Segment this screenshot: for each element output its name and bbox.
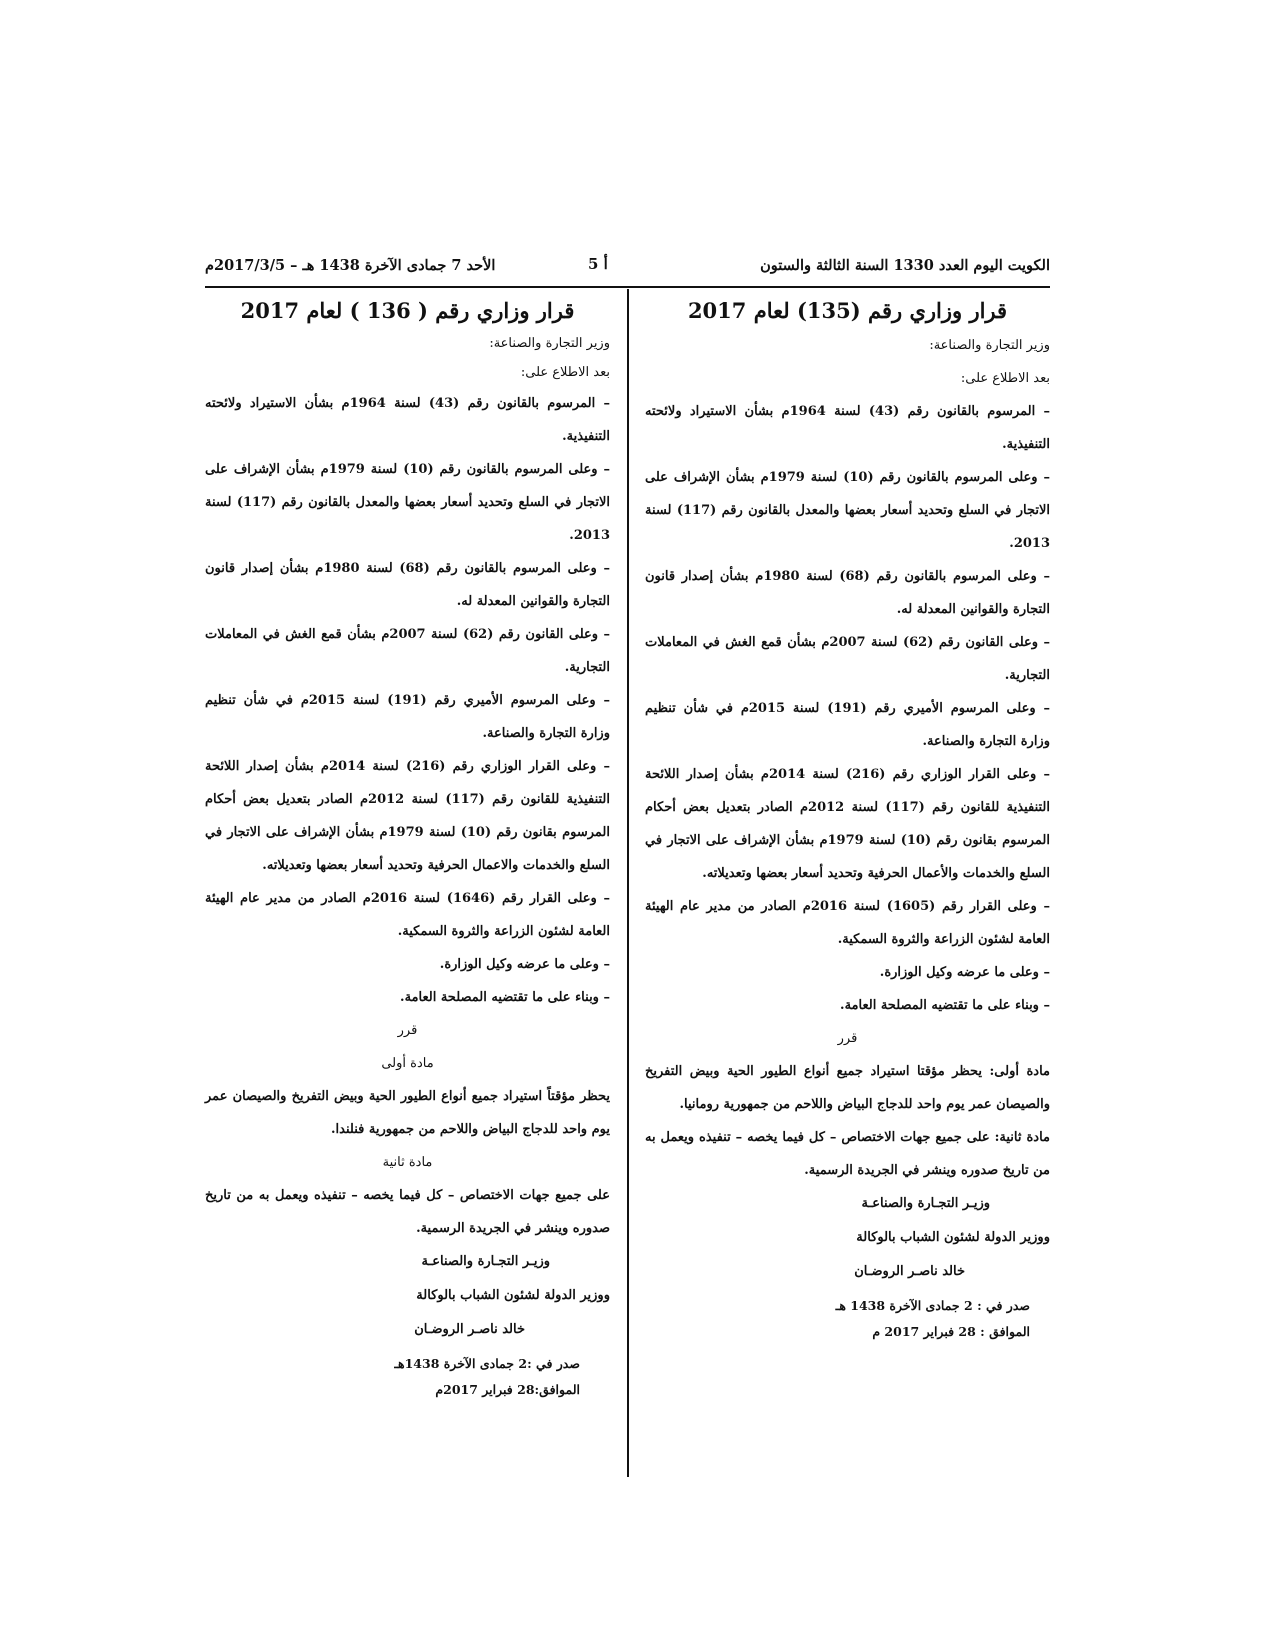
issued-hijri-date: صدر في :2 جمادى الآخرة 1438هـ <box>394 1356 580 1371</box>
issued-hijri-date: صدر في : 2 جمادى الآخرة 1438 هـ <box>835 1298 1030 1313</box>
issue-date-block <box>645 1293 1050 1345</box>
recital-4: – وعلى القانون رقم (62) لسنة 2007م بشأن قمع الغش في المعاملات التجارية. <box>205 627 610 675</box>
recital-9: – وبناء على ما تقتضيه المصلحة العامة. <box>400 990 610 1005</box>
article-2: على جميع جهات الاختصاص – كل فيما يخصه – تنفيذه ويعمل به من تاريخ صدوره وينشر في الجريدة الرسمية. <box>205 1188 610 1236</box>
recital-3: – وعلى المرسوم بالقانون رقم (68) لسنة 1980م بشأن إصدار قانون التجارة والقوانين المعدلة له. <box>205 561 610 609</box>
signature-name: خالد ناصـر الروضـان <box>854 1264 965 1279</box>
page-header <box>205 252 1050 284</box>
decision-135-title: قرار وزاري رقم (135) لعام 2017 <box>687 298 1008 323</box>
recital-2: – وعلى المرسوم بالقانون رقم (10) لسنة 1979م بشأن الإشراف على الاتجار في السلع وتحديد أسعار بعضها والمعدل بالقانون رقم (117) لسنة 2013. <box>205 462 610 543</box>
signature-acting-title: ووزير الدولة لشئون الشباب بالوكالة <box>416 1288 610 1303</box>
after-review-line: بعد الاطلاع على: <box>520 365 610 380</box>
signature-minister-title: وزيـر التجـارة والصناعـة <box>861 1196 990 1211</box>
header-page-number: أ 5 <box>588 255 608 273</box>
header-date: الأحد 7 جمادى الآخرة 1438 هـ – 2017/3/5م <box>205 257 496 274</box>
recital-8: – وعلى ما عرضه وكيل الوزارة. <box>879 965 1050 980</box>
issued-gregorian-date: الموافق:28 فبراير 2017م <box>435 1382 580 1397</box>
recital-8: – وعلى ما عرضه وكيل الوزارة. <box>439 957 610 972</box>
article-1: يحظر مؤقتاً استيراد جميع أنواع الطيور الحية وبيض التفريخ والصيصان عمر يوم واحد للدجاج البياض واللاحم من جمهورية فنلندا. <box>205 1089 610 1137</box>
gazette-page <box>205 252 1050 1492</box>
after-review-line: بعد الاطلاع على: <box>960 371 1050 386</box>
recital-2: – وعلى المرسوم بالقانون رقم (10) لسنة 1979م بشأن الإشراف على الاتجار في السلع وتحديد أسعار بعضها والمعدل بالقانون رقم (117) لسنة 2013. <box>645 470 1050 551</box>
recital-1: – المرسوم بالقانون رقم (43) لسنة 1964م بشأن الاستيراد ولائحته التنفيذية. <box>645 404 1051 452</box>
article-1-heading: مادة أولى <box>381 1056 434 1071</box>
issue-date-block <box>205 1351 610 1403</box>
signature-acting-title: ووزير الدولة لشئون الشباب بالوكالة <box>856 1230 1050 1245</box>
recital-7: – وعلى القرار رقم (1605) لسنة 2016م الصادر من مدير عام الهيئة العامة لشئون الزراعة والثروة السمكية. <box>645 899 1050 947</box>
recital-9: – وبناء على ما تقتضيه المصلحة العامة. <box>840 998 1050 1013</box>
article-1: مادة أولى: يحظر مؤقتا استيراد جميع أنواع الطيور الحية وبيض التفريخ والصيصان عمر يوم واحد للدجاج البياض واللاحم من جمهورية رومانيا. <box>645 1064 1050 1112</box>
issued-gregorian-date: الموافق : 28 فبراير 2017 م <box>872 1324 1030 1339</box>
recital-6: – وعلى القرار الوزاري رقم (216) لسنة 2014م بشأن إصدار اللائحة التنفيذية للقانون رقم (117) لسنة 2012م الصادر بتعديل بعض أحكام المرسوم بقانون رقم (10) لسنة 1979م بشأن الإشراف على الاتجار في السلع والخدمات والاعمال الحرفية وتحديد أسعار بعضها وتعديلاته. <box>205 759 611 873</box>
recital-5: – وعلى المرسوم الأميري رقم (191) لسنة 2015م في شأن تنظيم وزارة التجارة والصناعة. <box>645 701 1051 749</box>
article-2: مادة ثانية: على جميع جهات الاختصاص – كل فيما يخصه – تنفيذه ويعمل به من تاريخ صدوره وينشر في الجريدة الرسمية. <box>645 1130 1050 1178</box>
decision-136-column <box>205 290 610 1403</box>
recital-6: – وعلى القرار الوزاري رقم (216) لسنة 2014م بشأن إصدار اللائحة التنفيذية للقانون رقم (117) لسنة 2012م الصادر بتعديل بعض أحكام المرسوم بقانون رقم (10) لسنة 1979م بشأن الإشراف على الاتجار في السلع والخدمات والأعمال الحرفية وتحديد أسعار بعضها وتعديلاته. <box>645 767 1051 881</box>
column-divider <box>627 289 629 1477</box>
minister-line: وزير التجارة والصناعة: <box>489 336 610 351</box>
recital-1: – المرسوم بالقانون رقم (43) لسنة 1964م بشأن الاستيراد ولائحته التنفيذية. <box>205 396 611 444</box>
recital-5: – وعلى المرسوم الأميري رقم (191) لسنة 2015م في شأن تنظيم وزارة التجارة والصناعة. <box>205 693 611 741</box>
recital-4: – وعلى القانون رقم (62) لسنة 2007م بشأن قمع الغش في المعاملات التجارية. <box>645 635 1050 683</box>
signature-minister-title: وزيـر التجـارة والصناعـة <box>421 1254 550 1269</box>
recital-3: – وعلى المرسوم بالقانون رقم (68) لسنة 1980م بشأن إصدار قانون التجارة والقوانين المعدلة له. <box>645 569 1050 617</box>
decided-heading: قرر <box>837 1031 858 1046</box>
decided-heading: قرر <box>397 1023 418 1038</box>
header-rule <box>205 286 1050 288</box>
recital-7: – وعلى القرار رقم (1646) لسنة 2016م الصادر من مدير عام الهيئة العامة لشئون الزراعة والثروة السمكية. <box>205 891 610 939</box>
header-gazette-issue: الكويت اليوم العدد 1330 السنة الثالثة والستون <box>760 257 1050 274</box>
signature-name: خالد ناصـر الروضـان <box>414 1322 525 1337</box>
decision-136-title: قرار وزاري رقم ( 136 ) لعام 2017 <box>240 298 575 323</box>
decision-135-column <box>645 290 1050 1345</box>
minister-line: وزير التجارة والصناعة: <box>929 338 1050 353</box>
article-2-heading: مادة ثانية <box>382 1155 433 1170</box>
